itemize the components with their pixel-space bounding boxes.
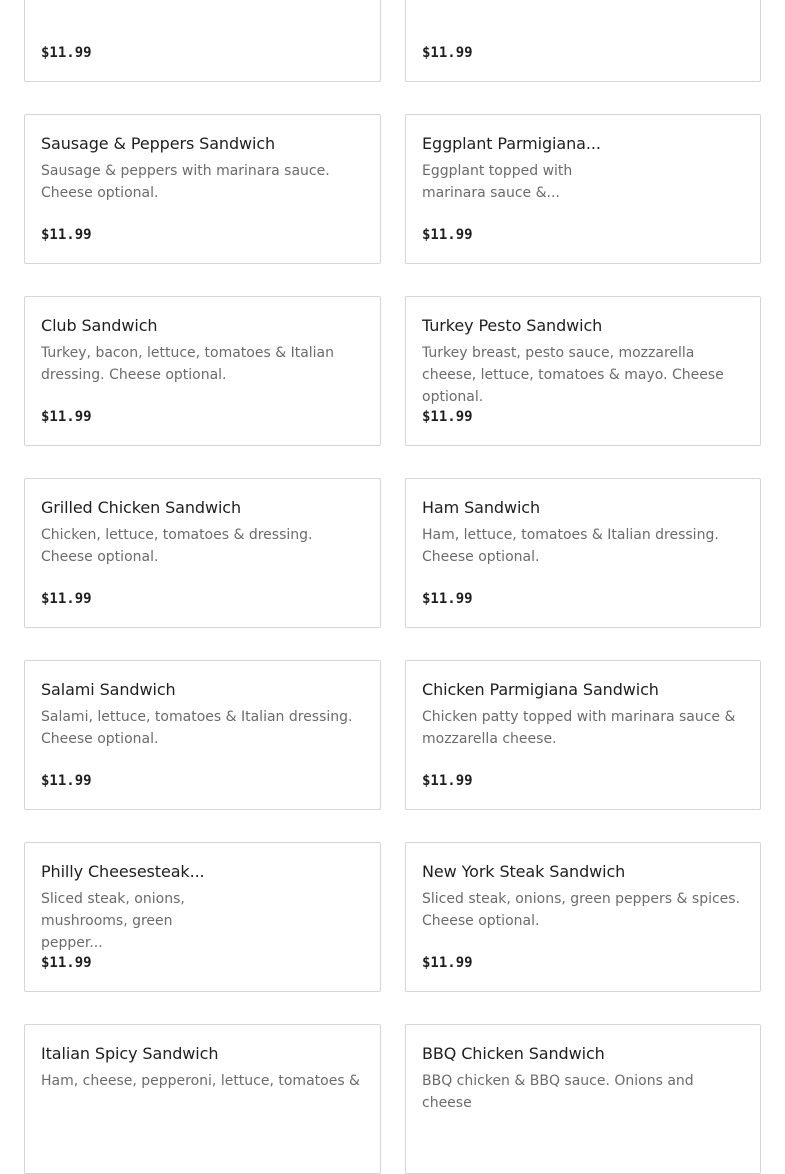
menu-item-name: Ham Sandwich: [422, 498, 541, 517]
menu-item-card[interactable]: [405, 296, 761, 446]
menu-item-price: $11.99: [422, 773, 473, 789]
menu-item-card[interactable]: [405, 0, 761, 82]
menu-item-price: $11.99: [422, 45, 473, 61]
menu-item-description: Turkey, bacon, lettuce, tomatoes & Italian dressing. Cheese optional.: [41, 345, 335, 383]
menu-item-name: Philly Cheesesteak...: [41, 862, 205, 881]
menu-item-price: $11.99: [422, 409, 473, 425]
menu-item-card[interactable]: [24, 114, 381, 264]
menu-item-grid: [24, 0, 761, 1174]
menu-item-price: $11.99: [41, 955, 92, 971]
menu-item-name: Turkey Pesto Sandwich: [422, 316, 603, 335]
menu-item-card[interactable]: [24, 296, 381, 446]
menu-item-card[interactable]: [24, 1024, 381, 1174]
menu-item-description: Sliced steak, onions, mushrooms, green pepper...: [41, 891, 185, 951]
menu-item-card[interactable]: [24, 478, 381, 628]
menu-item-description: Sausage & peppers with marinara sauce. Cheese optional.: [41, 163, 330, 201]
menu-item-description: Turkey breast, pesto sauce, mozzarella cheese, lettuce, tomatoes & mayo. Cheese optional.: [422, 345, 724, 405]
menu-item-card[interactable]: [24, 660, 381, 810]
menu-item-price: $11.99: [41, 409, 92, 425]
menu-item-price: $11.99: [41, 591, 92, 607]
menu-item-card[interactable]: [405, 660, 761, 810]
menu-item-name: Italian Spicy Sandwich: [41, 1044, 219, 1063]
menu-item-price: $11.99: [41, 45, 92, 61]
menu-item-description: Chicken, lettuce, tomatoes & dressing. Cheese optional.: [41, 527, 313, 565]
menu-item-price: $11.99: [41, 773, 92, 789]
menu-item-price: $11.99: [422, 591, 473, 607]
menu-item-name: Chicken Parmigiana Sandwich: [422, 680, 659, 699]
menu-item-name: Salami Sandwich: [41, 680, 176, 699]
menu-item-description: Sliced steak, onions, green peppers & spices. Cheese optional.: [422, 891, 741, 929]
menu-item-card[interactable]: [405, 842, 761, 992]
menu-item-name: Grilled Chicken Sandwich: [41, 498, 242, 517]
menu-item-card[interactable]: [405, 1024, 761, 1174]
menu-item-description: Ham, lettuce, tomatoes & Italian dressing. Cheese optional.: [422, 527, 719, 565]
menu-item-price: $11.99: [422, 227, 473, 243]
menu-item-description: Chicken patty topped with marinara sauce & mozzarella cheese.: [422, 709, 736, 747]
menu-item-card[interactable]: [405, 478, 761, 628]
menu-item-name: Eggplant Parmigiana...: [422, 134, 601, 153]
menu-item-price: $11.99: [41, 227, 92, 243]
menu-item-description: BBQ chicken & BBQ sauce. Onions and cheese: [422, 1073, 694, 1111]
menu-item-card[interactable]: [405, 114, 761, 264]
menu-item-name: BBQ Chicken Sandwich: [422, 1044, 605, 1063]
menu-item-name: New York Steak Sandwich: [422, 862, 626, 881]
menu-item-name: Sausage & Peppers Sandwich: [41, 134, 276, 153]
menu-item-card[interactable]: [24, 842, 381, 992]
menu-item-price: $11.99: [422, 955, 473, 971]
menu-item-card[interactable]: [24, 0, 381, 82]
menu-item-description: Eggplant topped with marinara sauce &...: [422, 163, 573, 201]
menu-item-description: Ham, cheese, pepperoni, lettuce, tomatoes &: [41, 1073, 360, 1089]
menu-item-name: Club Sandwich: [41, 316, 158, 335]
menu-item-description: Salami, lettuce, tomatoes & Italian dressing. Cheese optional.: [41, 709, 353, 747]
